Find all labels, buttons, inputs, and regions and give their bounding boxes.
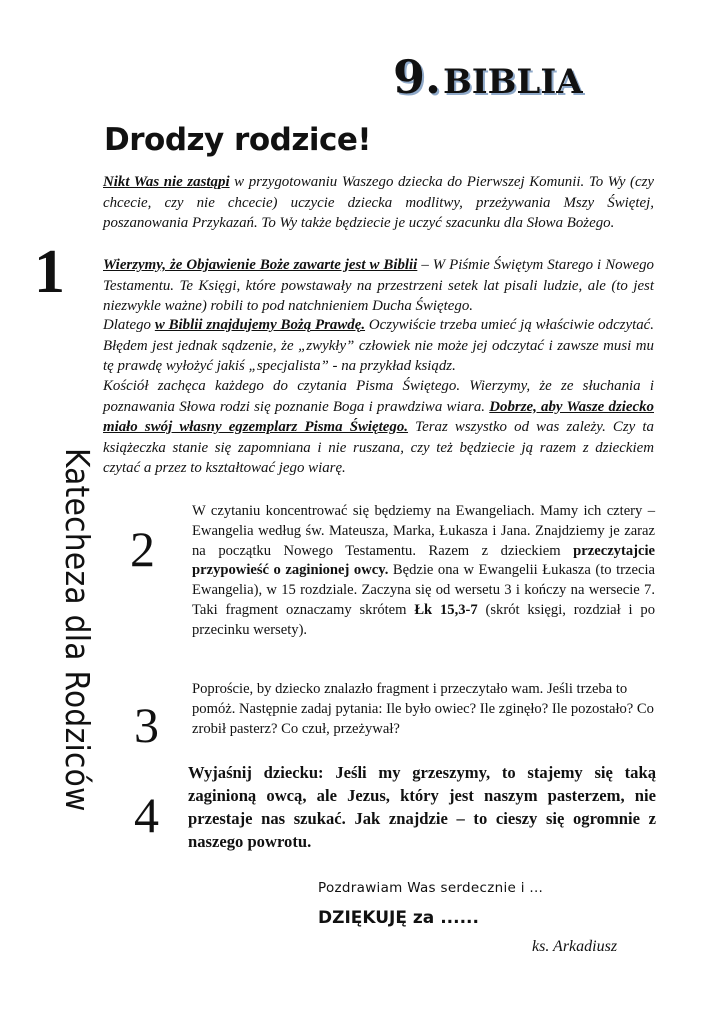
paragraph-text: Dlatego <box>103 317 155 333</box>
section-number-3: 3 <box>134 697 159 753</box>
paragraph-text: Teraz wszystko od was zależy. Czy ta książeczka stanie się zapomniana i nie ruszana, czy też będziecie ją razem z dzieckiem czytać a przez to kształtować jego wiarę. <box>103 419 654 476</box>
closing-greeting: Pozdrawiam Was serdecznie i ... <box>318 880 544 896</box>
section1-paragraph-2 <box>103 255 654 317</box>
emphasis-text: Dobrze, aby Wasze dziecko miało swój własny egzemplarz Pisma Świętego. <box>103 398 654 435</box>
greeting-heading: Drodzy rodzice! <box>104 122 372 158</box>
bible-reference: Łk 15,3-7 <box>414 601 478 618</box>
page-title <box>393 50 583 104</box>
section4-paragraph: Wyjaśnij dziecku: Jeśli my grzeszymy, to stajemy się taką zaginioną owcą, ale Jezus, który jest naszym pasterzem, nie przestaje nas szukać. Jak znajdzie – to cieszy się ogromnie z naszego powrotu. <box>188 763 656 851</box>
vertical-side-label: Katecheza dla Rodziców <box>58 448 97 812</box>
paragraph-text: Kościół zachęca każdego do czytania Pisma Świętego. Wierzymy, że ze słuchania i poznawania Słowa rodzi się poznanie Boga i prawdziwa wiara. <box>103 378 654 415</box>
section-number-2: 2 <box>130 521 155 577</box>
emphasis-text: Nikt Was nie zastąpi <box>103 174 230 190</box>
paragraph-text: (skrót księgi, rozdział i po przecinku wersety). <box>192 601 655 638</box>
paragraph-text: Będzie ona w Ewangelii Łukasza (to trzecia Ewangelia), w 15 rozdziale. Zaczyna się od wersetu 3 i kończy na wersecie 7. Taki fragment oznaczamy skrótem <box>192 562 655 618</box>
lesson-title: BIBLIA <box>443 62 583 102</box>
paragraph-text: W czytaniu koncentrować się będziemy na Ewangeliach. Mamy ich cztery – Ewangelia według św. Mateusza, Marka, Łukasza i Jana. Znajdziemy je zaraz na początku Nowego Testamentu. Razem z dzieckiem <box>192 503 655 559</box>
emphasis-text: przeczytajcie przypowieść o zaginionej owcy. <box>192 542 655 579</box>
emphasis-text: Wierzymy, że Objawienie Boże zawarte jest w Biblii <box>103 257 418 273</box>
lesson-number: 9. <box>393 50 442 104</box>
emphasis-text: w Biblii znajdujemy Bożą Prawdę. <box>154 317 366 333</box>
closing-thanks: DZIĘKUJĘ za ...... <box>318 908 479 928</box>
paragraph-text: Oczywiście trzeba umieć ją właściwie odczytać. Błędem jest jednak sądzenie, że „zwykły” człowiek nie może jej odczytać i zawsze musi mu tę prawdę wyłożyć jakiś „specjalista” - na przykład ksiądz. <box>103 317 654 374</box>
signature: ks. Arkadiusz <box>532 938 618 955</box>
section1-paragraph-1 <box>103 172 654 234</box>
section3-paragraph: Poproście, by dziecko znalazło fragment i przeczytało wam. Jeśli trzeba to pomóż. Następnie zadaj pytania: Ile było owiec? Ile zginęło? Ile pozostało? Co zrobił pasterz? Co czuł, przeżywał? <box>192 681 654 737</box>
section2-paragraph <box>192 502 655 641</box>
section-number-1: 1 <box>34 238 65 306</box>
paragraph-text: – W Piśmie Świętym Starego i Nowego Testamentu. Te Księgi, które powstawały na przestrzeni setek lat pisali ludzie, ale (to jest niezwykle ważne) robili to pod natchnieniem Ducha Świętego. <box>103 257 655 314</box>
section1-paragraph-4 <box>103 376 654 479</box>
section-number-4: 4 <box>134 787 159 843</box>
paragraph-text: w przygotowaniu Waszego dziecka do Pierwszej Komunii. To Wy (czy chcecie, czy nie chcecie) uczycie dziecka modlitwy, przeżywania Mszy Świętej, poszanowania Przykazań. To Wy także będziecie je uczyć szacunku dla Słowa Bożego. <box>103 174 654 231</box>
section1-paragraph-3 <box>103 315 654 377</box>
